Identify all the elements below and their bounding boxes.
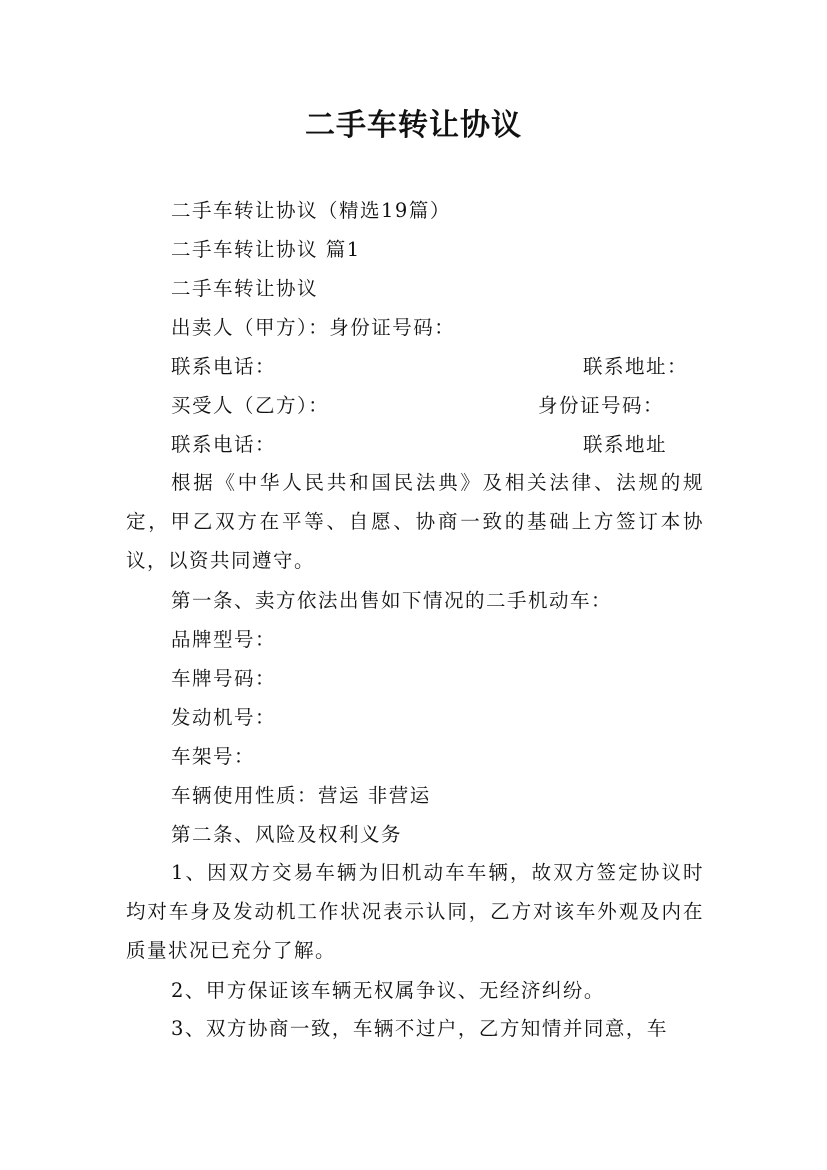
buyer-address-label: 联系地址 [583, 433, 668, 456]
seller-line: 出卖人（甲方）：身份证号码： [171, 316, 456, 339]
plate-line: 车牌号码： [171, 667, 277, 690]
heading-line: 二手车转让协议 [171, 277, 319, 300]
clause1-paragraph: 1、因双方交易车辆为旧机动车车辆，故双方签定协议时均对车身及发动机工作状况表示认同，乙方对该车外观及内在质量状况已充分了解。 [126, 861, 704, 962]
usage-line: 车辆使用性质：营运 非营运 [171, 784, 431, 807]
seller-address-label: 联系地址： [583, 355, 689, 378]
brand-line: 品牌型号： [171, 628, 277, 651]
clause3-paragraph: 3、双方协商一致，车辆不过户，乙方知情并同意，车 [171, 1017, 668, 1040]
section-line: 二手车转让协议 篇1 [171, 238, 361, 261]
engine-line: 发动机号： [171, 706, 277, 729]
article1-line: 第一条、卖方依法出售如下情况的二手机动车： [171, 589, 613, 612]
buyer-phone-label: 联系电话： [171, 433, 277, 456]
seller-phone-label: 联系电话： [171, 355, 277, 378]
article2-line: 第二条、风险及权利义务 [171, 823, 403, 846]
intro-paragraph: 根据《中华人民共和国民法典》及相关法律、法规的规定，甲乙双方在平等、自愿、协商一致的基础上方签订本协议，以资共同遵守。 [126, 471, 704, 572]
document-title: 二手车转让协议 [305, 108, 522, 143]
subtitle-line: 二手车转让协议（精选19篇） [171, 199, 451, 222]
buyer-line: 买受人（乙方）： [171, 394, 330, 417]
buyer-id-label: 身份证号码： [538, 394, 665, 417]
clause2-line: 2、甲方保证该车辆无权属争议、无经济纠纷。 [171, 979, 605, 1002]
frame-line: 车架号： [171, 745, 256, 768]
